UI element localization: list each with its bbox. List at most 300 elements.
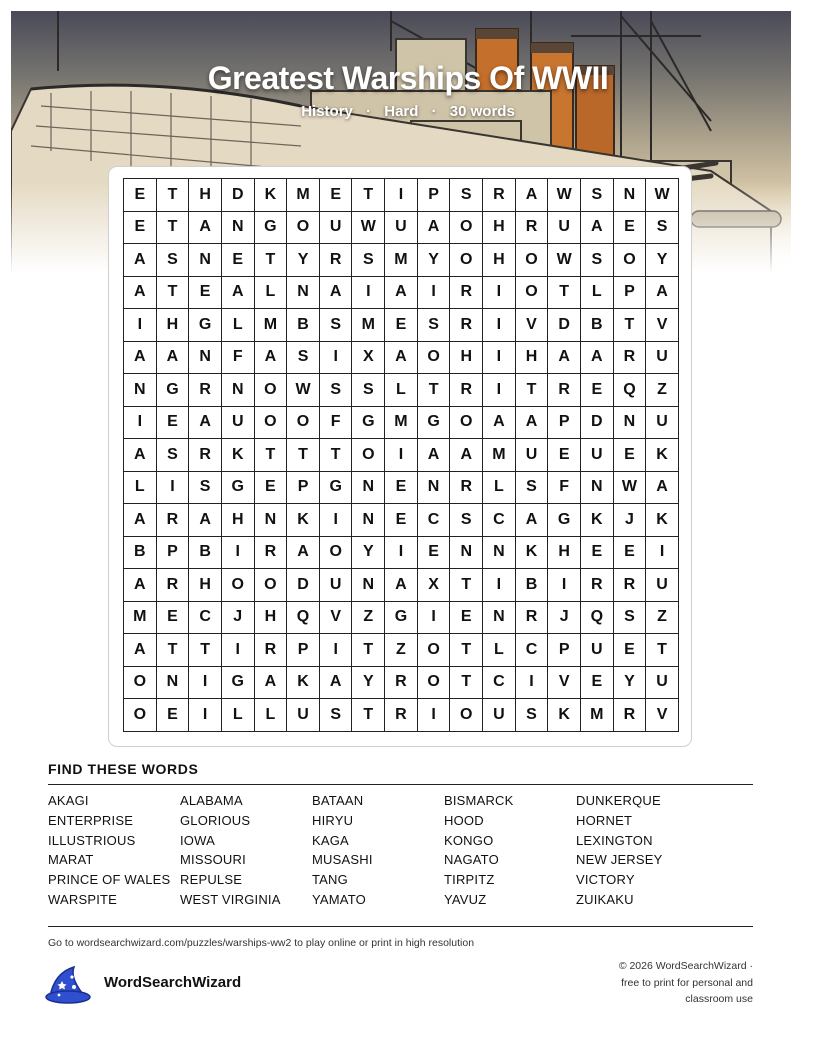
- grid-cell[interactable]: V: [516, 309, 549, 342]
- grid-cell[interactable]: T: [352, 634, 385, 667]
- grid-cell[interactable]: A: [581, 212, 614, 245]
- grid-cell[interactable]: P: [287, 634, 320, 667]
- grid-cell[interactable]: U: [222, 407, 255, 440]
- grid-cell[interactable]: J: [222, 602, 255, 635]
- grid-cell[interactable]: E: [548, 439, 581, 472]
- grid-cell[interactable]: O: [450, 244, 483, 277]
- grid-cell[interactable]: R: [385, 699, 418, 732]
- grid-cell[interactable]: S: [516, 472, 549, 505]
- grid-cell[interactable]: M: [385, 244, 418, 277]
- grid-cell[interactable]: A: [255, 667, 288, 700]
- grid-cell[interactable]: G: [385, 602, 418, 635]
- grid-cell[interactable]: U: [646, 667, 679, 700]
- grid-cell[interactable]: U: [516, 439, 549, 472]
- grid-cell[interactable]: B: [189, 537, 222, 570]
- grid-cell[interactable]: O: [516, 277, 549, 310]
- grid-cell[interactable]: P: [418, 179, 451, 212]
- word-list-item: NAGATO: [444, 852, 499, 868]
- grid-cell[interactable]: U: [548, 212, 581, 245]
- grid-cell[interactable]: I: [320, 342, 353, 375]
- grid-cell[interactable]: A: [385, 342, 418, 375]
- grid-cell[interactable]: T: [614, 309, 647, 342]
- grid-cell[interactable]: N: [352, 472, 385, 505]
- grid-cell[interactable]: N: [352, 504, 385, 537]
- grid-cell[interactable]: O: [124, 699, 157, 732]
- grid-cell[interactable]: O: [418, 667, 451, 700]
- grid-cell[interactable]: T: [157, 179, 190, 212]
- grid-cell[interactable]: E: [189, 277, 222, 310]
- grid-cell[interactable]: S: [320, 309, 353, 342]
- grid-cell[interactable]: A: [320, 277, 353, 310]
- puzzle-title: Greatest Warships Of WWII: [207, 60, 609, 96]
- grid-cell[interactable]: I: [385, 179, 418, 212]
- grid-cell[interactable]: I: [418, 699, 451, 732]
- grid-cell[interactable]: N: [287, 277, 320, 310]
- grid-cell[interactable]: I: [352, 277, 385, 310]
- grid-cell[interactable]: D: [222, 179, 255, 212]
- grid-cell[interactable]: I: [385, 439, 418, 472]
- grid-cell[interactable]: S: [581, 179, 614, 212]
- grid-cell[interactable]: G: [189, 309, 222, 342]
- grid-cell[interactable]: F: [320, 407, 353, 440]
- footer-link-text[interactable]: Go to wordsearchwizard.com/puzzles/warships-ww2 to play online or print in high resolution: [48, 937, 475, 949]
- grid-cell[interactable]: I: [483, 374, 516, 407]
- grid-cell[interactable]: I: [222, 537, 255, 570]
- grid-cell[interactable]: Y: [646, 244, 679, 277]
- grid-cell[interactable]: T: [450, 569, 483, 602]
- grid-cell[interactable]: G: [320, 472, 353, 505]
- grid-cell[interactable]: I: [418, 602, 451, 635]
- grid-cell[interactable]: K: [516, 537, 549, 570]
- grid-cell[interactable]: S: [189, 472, 222, 505]
- grid-cell[interactable]: K: [581, 504, 614, 537]
- grid-cell[interactable]: A: [483, 407, 516, 440]
- grid-cell[interactable]: Z: [352, 602, 385, 635]
- grid-cell[interactable]: Z: [385, 634, 418, 667]
- grid-cell[interactable]: U: [287, 699, 320, 732]
- grid-cell[interactable]: L: [483, 472, 516, 505]
- grid-cell[interactable]: T: [450, 634, 483, 667]
- grid-cell[interactable]: W: [287, 374, 320, 407]
- grid-cell[interactable]: S: [157, 439, 190, 472]
- grid-cell[interactable]: N: [352, 569, 385, 602]
- grid-cell[interactable]: L: [124, 472, 157, 505]
- grid-cell[interactable]: H: [189, 179, 222, 212]
- grid-cell[interactable]: B: [581, 309, 614, 342]
- grid-cell[interactable]: Y: [614, 667, 647, 700]
- grid-cell[interactable]: H: [483, 212, 516, 245]
- grid-cell[interactable]: E: [157, 407, 190, 440]
- grid-cell[interactable]: A: [124, 244, 157, 277]
- grid-cell[interactable]: S: [614, 602, 647, 635]
- grid-cell[interactable]: Q: [581, 602, 614, 635]
- grid-cell[interactable]: A: [157, 342, 190, 375]
- grid-cell[interactable]: R: [548, 374, 581, 407]
- grid-cell[interactable]: U: [646, 569, 679, 602]
- grid-cell[interactable]: R: [385, 667, 418, 700]
- grid-cell[interactable]: E: [255, 472, 288, 505]
- grid-cell[interactable]: N: [483, 602, 516, 635]
- grid-cell[interactable]: O: [418, 634, 451, 667]
- grid-cell[interactable]: E: [581, 537, 614, 570]
- word-list-item: GLORIOUS: [180, 812, 251, 828]
- grid-cell[interactable]: P: [157, 537, 190, 570]
- grid-cell[interactable]: L: [385, 374, 418, 407]
- grid-cell[interactable]: N: [614, 407, 647, 440]
- grid-cell[interactable]: H: [548, 537, 581, 570]
- grid-cell[interactable]: N: [581, 472, 614, 505]
- grid-cell[interactable]: O: [352, 439, 385, 472]
- grid-cell[interactable]: G: [548, 504, 581, 537]
- grid-cell[interactable]: C: [483, 504, 516, 537]
- grid-cell[interactable]: E: [450, 602, 483, 635]
- grid-cell[interactable]: R: [157, 569, 190, 602]
- grid-cell[interactable]: E: [222, 244, 255, 277]
- grid-cell[interactable]: N: [614, 179, 647, 212]
- grid-cell[interactable]: L: [255, 277, 288, 310]
- grid-cell[interactable]: N: [418, 472, 451, 505]
- grid-cell[interactable]: T: [157, 634, 190, 667]
- grid-cell[interactable]: X: [418, 569, 451, 602]
- grid-cell[interactable]: Z: [646, 602, 679, 635]
- grid-cell[interactable]: G: [157, 374, 190, 407]
- grid-cell[interactable]: S: [352, 244, 385, 277]
- grid-cell[interactable]: T: [189, 634, 222, 667]
- grid-cell[interactable]: V: [646, 699, 679, 732]
- grid-cell[interactable]: U: [646, 342, 679, 375]
- grid-cell[interactable]: E: [124, 179, 157, 212]
- grid-cell[interactable]: A: [581, 342, 614, 375]
- grid-cell[interactable]: E: [157, 602, 190, 635]
- grid-cell[interactable]: E: [385, 309, 418, 342]
- grid-cell[interactable]: R: [320, 244, 353, 277]
- grid-cell[interactable]: S: [352, 374, 385, 407]
- grid-cell[interactable]: W: [352, 212, 385, 245]
- grid-cell[interactable]: V: [646, 309, 679, 342]
- grid-cell[interactable]: V: [548, 667, 581, 700]
- grid-cell[interactable]: A: [646, 472, 679, 505]
- grid-cell[interactable]: N: [157, 667, 190, 700]
- grid-cell[interactable]: K: [646, 439, 679, 472]
- grid-cell[interactable]: O: [255, 374, 288, 407]
- grid-cell[interactable]: O: [450, 407, 483, 440]
- grid-cell[interactable]: M: [385, 407, 418, 440]
- grid-cell[interactable]: D: [581, 407, 614, 440]
- grid-cell[interactable]: R: [516, 602, 549, 635]
- grid-cell[interactable]: T: [352, 179, 385, 212]
- grid-cell[interactable]: Y: [352, 537, 385, 570]
- grid-cell[interactable]: E: [614, 537, 647, 570]
- grid-cell[interactable]: H: [157, 309, 190, 342]
- grid-cell[interactable]: B: [516, 569, 549, 602]
- grid-cell[interactable]: E: [385, 504, 418, 537]
- grid-cell[interactable]: L: [483, 634, 516, 667]
- grid-cell[interactable]: A: [385, 277, 418, 310]
- grid-cell[interactable]: M: [483, 439, 516, 472]
- grid-cell[interactable]: K: [287, 667, 320, 700]
- grid-cell[interactable]: U: [581, 439, 614, 472]
- grid-cell[interactable]: R: [450, 374, 483, 407]
- grid-cell[interactable]: G: [352, 407, 385, 440]
- grid-cell[interactable]: Q: [614, 374, 647, 407]
- grid-cell[interactable]: A: [222, 277, 255, 310]
- grid-cell[interactable]: Y: [287, 244, 320, 277]
- grid-cell[interactable]: S: [320, 699, 353, 732]
- grid-cell[interactable]: A: [189, 407, 222, 440]
- grid-cell[interactable]: G: [222, 667, 255, 700]
- grid-cell[interactable]: O: [450, 212, 483, 245]
- grid-cell[interactable]: S: [418, 309, 451, 342]
- grid-cell[interactable]: A: [320, 667, 353, 700]
- grid-cell[interactable]: E: [157, 699, 190, 732]
- grid-cell[interactable]: P: [548, 407, 581, 440]
- grid-cell[interactable]: D: [548, 309, 581, 342]
- grid-cell[interactable]: N: [255, 504, 288, 537]
- grid-cell[interactable]: S: [450, 504, 483, 537]
- grid-cell[interactable]: I: [124, 407, 157, 440]
- grid-cell[interactable]: R: [189, 439, 222, 472]
- grid-cell[interactable]: U: [646, 407, 679, 440]
- grid-cell[interactable]: L: [255, 699, 288, 732]
- grid-cell[interactable]: C: [483, 667, 516, 700]
- grid-cell[interactable]: O: [287, 407, 320, 440]
- grid-cell[interactable]: A: [385, 569, 418, 602]
- grid-cell[interactable]: A: [124, 504, 157, 537]
- grid-cell[interactable]: W: [614, 472, 647, 505]
- grid-cell[interactable]: H: [255, 602, 288, 635]
- grid-cell[interactable]: S: [450, 179, 483, 212]
- grid-cell[interactable]: I: [483, 569, 516, 602]
- grid-cell[interactable]: G: [418, 407, 451, 440]
- grid-cell[interactable]: H: [189, 569, 222, 602]
- grid-cell[interactable]: O: [418, 342, 451, 375]
- grid-cell[interactable]: V: [320, 602, 353, 635]
- grid-cell[interactable]: E: [614, 439, 647, 472]
- grid-cell[interactable]: T: [646, 634, 679, 667]
- grid-cell[interactable]: E: [614, 212, 647, 245]
- grid-cell[interactable]: H: [222, 504, 255, 537]
- grid-cell[interactable]: A: [124, 277, 157, 310]
- grid-cell[interactable]: R: [189, 374, 222, 407]
- grid-cell[interactable]: A: [516, 504, 549, 537]
- word-list-item: YAMATO: [312, 891, 366, 907]
- grid-cell[interactable]: O: [255, 407, 288, 440]
- grid-cell[interactable]: O: [287, 212, 320, 245]
- grid-cell[interactable]: I: [483, 309, 516, 342]
- grid-cell[interactable]: R: [483, 179, 516, 212]
- grid-cell[interactable]: A: [516, 179, 549, 212]
- grid-cell[interactable]: J: [548, 602, 581, 635]
- grid-cell[interactable]: R: [581, 569, 614, 602]
- grid-cell[interactable]: S: [157, 244, 190, 277]
- grid-cell[interactable]: K: [548, 699, 581, 732]
- grid-cell[interactable]: S: [287, 342, 320, 375]
- grid-cell[interactable]: R: [157, 504, 190, 537]
- grid-cell[interactable]: P: [548, 634, 581, 667]
- grid-cell[interactable]: E: [320, 179, 353, 212]
- grid-cell[interactable]: F: [222, 342, 255, 375]
- grid-cell[interactable]: X: [352, 342, 385, 375]
- grid-cell[interactable]: T: [352, 699, 385, 732]
- grid-cell[interactable]: N: [450, 537, 483, 570]
- grid-cell[interactable]: A: [418, 212, 451, 245]
- grid-cell[interactable]: A: [287, 537, 320, 570]
- grid-cell[interactable]: I: [320, 634, 353, 667]
- grid-cell[interactable]: H: [450, 342, 483, 375]
- grid-cell[interactable]: O: [222, 569, 255, 602]
- grid-cell[interactable]: M: [287, 179, 320, 212]
- grid-cell[interactable]: A: [646, 277, 679, 310]
- grid-cell[interactable]: E: [124, 212, 157, 245]
- grid-cell[interactable]: A: [189, 212, 222, 245]
- grid-cell[interactable]: E: [581, 667, 614, 700]
- grid-cell[interactable]: H: [483, 244, 516, 277]
- grid-cell[interactable]: H: [516, 342, 549, 375]
- grid-cell[interactable]: O: [320, 537, 353, 570]
- grid-cell[interactable]: R: [255, 537, 288, 570]
- grid-cell[interactable]: F: [548, 472, 581, 505]
- grid-cell[interactable]: Y: [418, 244, 451, 277]
- grid-cell[interactable]: A: [516, 407, 549, 440]
- grid-cell[interactable]: L: [222, 309, 255, 342]
- grid-cell[interactable]: C: [418, 504, 451, 537]
- grid-cell[interactable]: E: [581, 374, 614, 407]
- grid-cell[interactable]: A: [255, 342, 288, 375]
- grid-cell[interactable]: I: [646, 537, 679, 570]
- grid-cell[interactable]: T: [157, 277, 190, 310]
- grid-cell[interactable]: I: [157, 472, 190, 505]
- grid-cell[interactable]: L: [222, 699, 255, 732]
- grid-cell[interactable]: K: [646, 504, 679, 537]
- word-list-item: ENTERPRISE: [48, 812, 134, 828]
- grid-cell[interactable]: R: [450, 277, 483, 310]
- grid-cell[interactable]: S: [581, 244, 614, 277]
- grid-cell[interactable]: Y: [352, 667, 385, 700]
- letter-grid[interactable]: [123, 178, 679, 732]
- grid-cell[interactable]: U: [581, 634, 614, 667]
- grid-cell[interactable]: K: [287, 504, 320, 537]
- grid-cell[interactable]: U: [483, 699, 516, 732]
- copyright-line: classroom use: [685, 993, 753, 1005]
- grid-cell[interactable]: I: [320, 504, 353, 537]
- grid-cell[interactable]: I: [189, 699, 222, 732]
- grid-cell[interactable]: T: [516, 374, 549, 407]
- grid-cell[interactable]: Q: [287, 602, 320, 635]
- grid-cell[interactable]: M: [352, 309, 385, 342]
- grid-cell[interactable]: R: [255, 634, 288, 667]
- grid-cell[interactable]: W: [548, 179, 581, 212]
- grid-cell[interactable]: A: [418, 439, 451, 472]
- grid-cell[interactable]: I: [483, 342, 516, 375]
- grid-cell[interactable]: C: [516, 634, 549, 667]
- grid-cell[interactable]: A: [124, 634, 157, 667]
- grid-cell[interactable]: I: [516, 667, 549, 700]
- grid-cell[interactable]: N: [222, 374, 255, 407]
- grid-cell[interactable]: B: [287, 309, 320, 342]
- grid-cell[interactable]: T: [450, 667, 483, 700]
- grid-cell[interactable]: O: [516, 244, 549, 277]
- grid-cell[interactable]: I: [418, 277, 451, 310]
- grid-cell[interactable]: A: [548, 342, 581, 375]
- grid-cell[interactable]: E: [614, 634, 647, 667]
- grid-cell[interactable]: I: [222, 634, 255, 667]
- grid-cell[interactable]: I: [483, 277, 516, 310]
- grid-cell[interactable]: I: [548, 569, 581, 602]
- grid-cell[interactable]: A: [189, 504, 222, 537]
- grid-cell[interactable]: U: [320, 569, 353, 602]
- grid-cell[interactable]: G: [255, 212, 288, 245]
- grid-cell[interactable]: N: [189, 244, 222, 277]
- grid-cell[interactable]: N: [124, 374, 157, 407]
- grid-cell[interactable]: R: [614, 342, 647, 375]
- grid-cell[interactable]: W: [548, 244, 581, 277]
- grid-cell[interactable]: K: [255, 179, 288, 212]
- grid-cell[interactable]: Z: [646, 374, 679, 407]
- grid-cell[interactable]: T: [548, 277, 581, 310]
- grid-cell[interactable]: R: [614, 569, 647, 602]
- grid-cell[interactable]: W: [646, 179, 679, 212]
- grid-cell[interactable]: O: [255, 569, 288, 602]
- grid-cell[interactable]: T: [255, 439, 288, 472]
- grid-cell[interactable]: E: [385, 472, 418, 505]
- grid-cell[interactable]: A: [124, 439, 157, 472]
- grid-cell[interactable]: M: [255, 309, 288, 342]
- grid-cell[interactable]: E: [418, 537, 451, 570]
- grid-cell[interactable]: B: [124, 537, 157, 570]
- grid-cell[interactable]: U: [385, 212, 418, 245]
- grid-cell[interactable]: N: [189, 342, 222, 375]
- grid-cell[interactable]: D: [287, 569, 320, 602]
- grid-cell[interactable]: I: [124, 309, 157, 342]
- grid-cell[interactable]: R: [450, 472, 483, 505]
- grid-cell[interactable]: R: [614, 699, 647, 732]
- grid-cell[interactable]: C: [189, 602, 222, 635]
- grid-cell[interactable]: T: [418, 374, 451, 407]
- meta-separator: ·: [431, 103, 437, 120]
- grid-cell[interactable]: P: [614, 277, 647, 310]
- grid-cell[interactable]: R: [450, 309, 483, 342]
- grid-cell[interactable]: K: [222, 439, 255, 472]
- grid-cell[interactable]: I: [385, 537, 418, 570]
- grid-cell[interactable]: T: [287, 439, 320, 472]
- grid-cell[interactable]: O: [614, 244, 647, 277]
- grid-cell[interactable]: N: [483, 537, 516, 570]
- grid-cell[interactable]: A: [124, 569, 157, 602]
- grid-cell[interactable]: N: [222, 212, 255, 245]
- grid-cell[interactable]: L: [581, 277, 614, 310]
- word-list-item: VICTORY: [576, 872, 635, 888]
- grid-cell[interactable]: S: [646, 212, 679, 245]
- grid-cell[interactable]: T: [320, 439, 353, 472]
- grid-cell[interactable]: M: [124, 602, 157, 635]
- grid-cell[interactable]: A: [450, 439, 483, 472]
- grid-cell[interactable]: S: [516, 699, 549, 732]
- grid-cell[interactable]: U: [320, 212, 353, 245]
- grid-cell[interactable]: O: [450, 699, 483, 732]
- grid-cell[interactable]: J: [614, 504, 647, 537]
- grid-cell[interactable]: A: [124, 342, 157, 375]
- grid-cell[interactable]: T: [255, 244, 288, 277]
- grid-cell[interactable]: P: [287, 472, 320, 505]
- grid-cell[interactable]: T: [157, 212, 190, 245]
- grid-cell[interactable]: R: [516, 212, 549, 245]
- grid-cell[interactable]: I: [189, 667, 222, 700]
- word-count-label: 30 words: [449, 103, 515, 120]
- grid-cell[interactable]: O: [124, 667, 157, 700]
- grid-cell[interactable]: G: [222, 472, 255, 505]
- grid-cell[interactable]: S: [320, 374, 353, 407]
- grid-cell[interactable]: M: [581, 699, 614, 732]
